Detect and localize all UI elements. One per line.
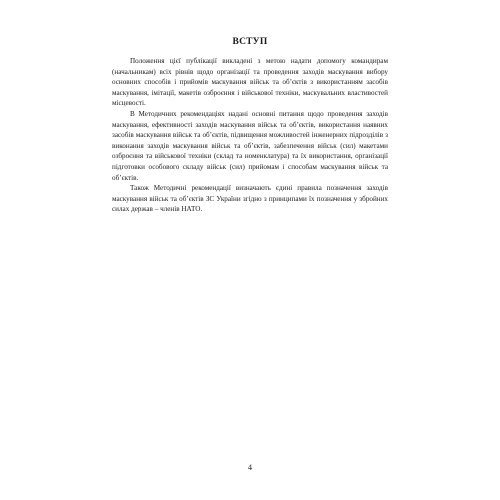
paragraph-3: Також Методичні рекомендації визначають єдині правила позначення заходів маскування військ та об’єктів ЗС України згідно з принципами їх позначення у збройних силах держав – членів НАТО. [112,184,388,214]
body-text [112,56,388,215]
section-title: ВСТУП [232,37,268,47]
page-number: 4 [248,463,252,472]
paragraph-1: Положення цієї публікації викладені з метою надати допомогу командирам (начальникам) всіх рівнів щодо організації та проведення заходів маскування вибору основних способів і прийомів маскування військ та об’єктів з використанням засобів маскування, імітації, макетів озброєння і військової техніки, маскувальних властивостей місцевості. [112,57,388,108]
paragraph-2: В Методичних рекомендаціях надані основні питання щодо проведення заходів маскування, ефективності заходів маскування військ та об’єктів, використання наявних засобів маскування військ та об’єктів, підвищення можливостей інженерних підрозділів з виконання заходів маскування військ та об’єктів, забезпечення військ (сил) макетами озброєння та військової техніки (склад та номенклатура) та їх використання, організації підготовки особового складу військ (сил) прийомам і способам маскування військ та об’єктів. [112,109,388,182]
